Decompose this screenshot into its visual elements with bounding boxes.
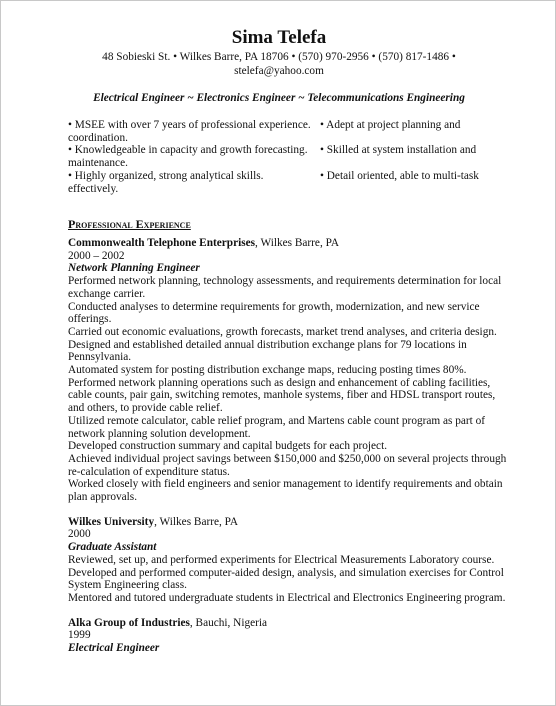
job-duty: Designed and established detailed annual distribution exchange plans for 79 locations in Pennsylvania. — [68, 338, 467, 364]
job-dates: 2000 — [68, 528, 91, 541]
job-entry — [68, 617, 508, 655]
job-duty: Mentored and tutored undergraduate students in Electrical and Electronics Engineering program. — [68, 591, 506, 604]
job-dates: 2000 – 2002 — [68, 249, 125, 262]
employer-name: Commonwealth Telephone Enterprises — [68, 237, 256, 249]
job-entry — [68, 516, 508, 605]
employer-location: , Wilkes Barre, PA — [154, 515, 239, 528]
job-duty: Carried out economic evaluations, growth forecasts, market trend analyses, and criteria design. — [68, 325, 497, 338]
employer-line — [68, 237, 508, 250]
section-heading-experience: Professional Experience — [68, 217, 191, 231]
job-duty: Performed network planning, technology assessments, and requirements determination for local exchange carrier. — [68, 275, 502, 300]
employer-name: Wilkes University — [68, 515, 155, 528]
address-line: 48 Sobieski St. • Wilkes Barre, PA 18706 • (570) 970-2956 • (570) 817-1486 • — [102, 51, 456, 63]
employer-location: , Bauchi, Nigeria — [189, 616, 268, 629]
job-entry — [68, 237, 508, 504]
employer-name: Alka Group of Industries — [68, 616, 190, 629]
skill-row — [68, 119, 498, 144]
job-title: Graduate Assistant — [68, 541, 157, 554]
job-duty: Reviewed, set up, and performed experiments for Electrical Measurements Laboratory course. — [68, 553, 495, 566]
candidate-name: Sima Telefa — [231, 27, 327, 48]
contact-block — [1, 51, 556, 78]
job-duty: Worked closely with field engineers and senior management to identify requirements and obtain plan approvals. — [68, 478, 503, 504]
skill-row — [68, 144, 498, 169]
job-title: Electrical Engineer — [68, 642, 160, 655]
job-dates: 1999 — [68, 629, 91, 642]
experience-list — [68, 237, 508, 667]
employer-location: , Wilkes Barre, PA — [255, 237, 340, 249]
skill-left: • MSEE with over 7 years of professional experience. coordination. — [68, 119, 311, 144]
email-line: stelefa@yahoo.com — [234, 64, 324, 77]
job-duty: Performed network planning operations such as design and enhancement of cabling facilities, cable counts, pair gain, switching remotes, manhole systems, fiber and HDSL transport routes, and others, to provide cable relief. — [68, 376, 496, 415]
skill-left: • Knowledgeable in capacity and growth forecasting. maintenance. — [68, 144, 308, 170]
employer-line — [68, 516, 508, 529]
job-duty: Developed and performed computer-aided design, analysis, and simulation exercises for Control System Engineering class. — [68, 566, 504, 592]
job-title: Network Planning Engineer — [68, 262, 200, 275]
skills-list — [68, 119, 498, 195]
job-duty: Automated system for posting distribution exchange maps, reducing posting times 80%. — [68, 364, 467, 377]
job-duty: Achieved individual project savings between $150,000 and $250,000 on several projects through re-calculation of expenditure status. — [68, 452, 507, 478]
skill-right: • Skilled at system installation and — [320, 144, 477, 157]
job-duty: Utilized remote calculator, cable relief program, and Martens cable count program as part of network planning solution development. — [68, 414, 486, 440]
objective-line: Electrical Engineer ~ Electronics Engineer ~ Telecommunications Engineering — [93, 92, 465, 104]
skill-left: • Highly organized, strong analytical skills. effectively. — [68, 169, 264, 195]
employer-line — [68, 617, 508, 630]
job-duty: Developed construction summary and capital budgets for each project. — [68, 440, 388, 453]
skill-right: • Adept at project planning and — [320, 119, 461, 131]
skill-right: • Detail oriented, able to multi-task — [320, 169, 479, 182]
job-duty: Conducted analyses to determine requirements for growth, modernization, and new service offerings. — [68, 300, 480, 326]
skill-row — [68, 170, 498, 195]
